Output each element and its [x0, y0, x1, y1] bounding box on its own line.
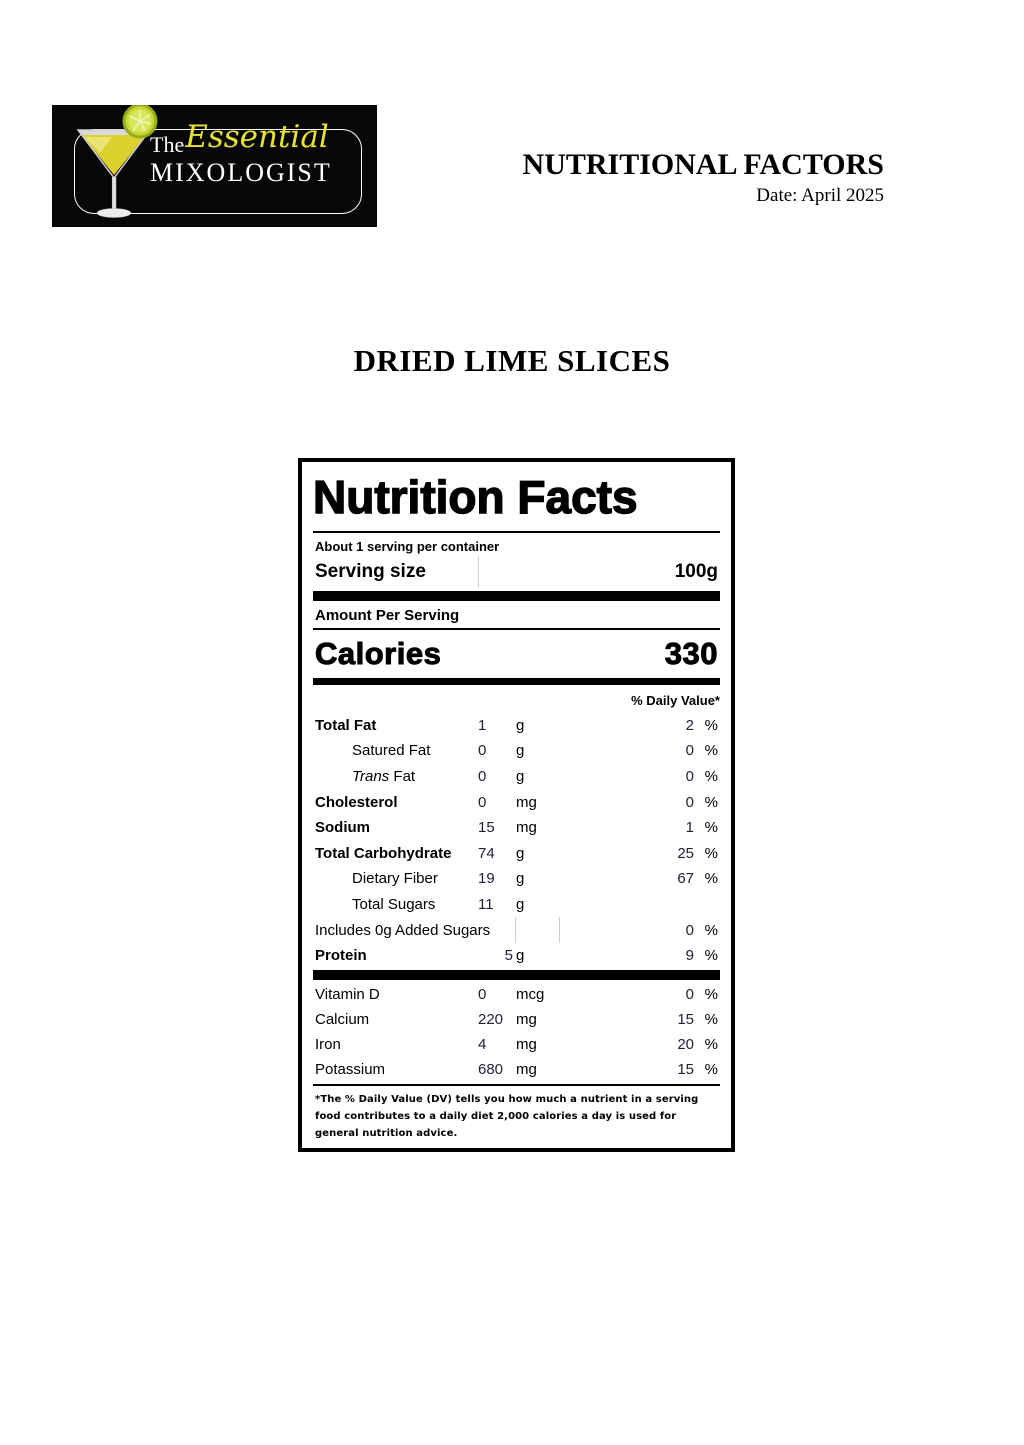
nutrient-daily-value: 20	[677, 1036, 694, 1054]
product-title: DRIED LIME SLICES	[353, 343, 671, 378]
nutrition-row	[313, 1032, 720, 1057]
brand-logo	[52, 105, 377, 227]
percent-sign: %	[704, 742, 718, 760]
nutrient-unit: g	[516, 895, 525, 913]
percent-sign: %	[704, 921, 718, 939]
percent-sign: %	[704, 1011, 718, 1029]
divider-thin	[313, 531, 720, 533]
logo-word-essential: Essential	[185, 119, 329, 155]
nutrient-unit: g	[516, 716, 525, 734]
nutrient-value: 0	[478, 986, 487, 1004]
document-title: NUTRITIONAL FACTORS	[522, 148, 884, 181]
nutrient-daily-value: 67	[677, 870, 694, 888]
nutrition-row	[313, 789, 720, 815]
nutrient-daily-value: 0	[685, 742, 694, 760]
nutrition-row	[313, 892, 720, 918]
nutrient-daily-value: 1	[685, 819, 694, 837]
nutrient-value: 220	[478, 1011, 504, 1029]
nutrient-rows	[313, 713, 720, 969]
nutrition-row	[313, 1057, 720, 1082]
nutrition-facts-label	[298, 458, 735, 1152]
nutrient-unit: g	[516, 947, 525, 965]
divider-bar-thick	[313, 970, 720, 980]
nutrient-unit: g	[516, 742, 525, 760]
nutrient-value: 11	[478, 895, 494, 913]
serving-size-value: 100g	[478, 556, 718, 588]
nutrition-row	[313, 982, 720, 1007]
serving-size-label: Serving size	[315, 560, 426, 582]
nutrient-value: 74	[478, 844, 495, 862]
nutrient-daily-value: 0	[685, 986, 694, 1004]
daily-value-header: % Daily Value*	[631, 692, 720, 708]
nutrient-unit: g	[516, 768, 525, 785]
calories-label: Calories	[315, 635, 442, 671]
nutrient-name: Total Sugars	[352, 895, 436, 913]
nutrient-value: 5	[504, 947, 513, 965]
nutrition-row	[313, 815, 720, 841]
nutrient-name: Total Fat	[315, 716, 377, 734]
nutrient-value: 0	[478, 793, 487, 811]
serving-size-row	[313, 556, 720, 588]
percent-sign: %	[704, 1061, 718, 1079]
nutrient-unit: mg	[516, 819, 537, 837]
percent-sign: %	[704, 986, 718, 1004]
nutrition-row	[313, 866, 720, 892]
percent-sign: %	[704, 819, 718, 837]
nutrient-unit: g	[516, 844, 525, 862]
percent-sign: %	[704, 768, 718, 785]
nutrient-name: Iron	[315, 1036, 341, 1054]
nutrient-unit: mg	[516, 1061, 537, 1079]
nutrient-daily-value: 0	[685, 793, 694, 811]
nutrition-row	[313, 713, 720, 739]
nutrition-row	[313, 1007, 720, 1032]
nutrient-name: Trans Fat	[352, 768, 416, 785]
servings-per-container: About 1 serving per container	[315, 538, 500, 554]
logo-word-mixologist: MIXOLOGIST	[150, 158, 332, 187]
amount-per-serving: Amount Per Serving	[313, 601, 720, 630]
nutrition-facts-title: Nutrition Facts	[313, 471, 638, 523]
vitamin-rows	[313, 982, 720, 1082]
nutrient-name: Includes 0g Added Sugars	[315, 921, 491, 939]
nutrient-name: Sodium	[315, 819, 370, 837]
nutrient-name: Calcium	[315, 1011, 370, 1029]
nutrient-unit: mg	[516, 1011, 537, 1029]
percent-sign: %	[704, 716, 718, 734]
document-date: Date: April 2025	[756, 185, 884, 206]
nutrient-name: Satured Fat	[352, 742, 431, 760]
nutrient-value: 4	[478, 1036, 487, 1054]
nutrient-unit	[516, 917, 560, 943]
nutrient-daily-value: 15	[677, 1061, 694, 1079]
nutrient-value: 19	[478, 870, 495, 888]
nutrient-daily-value: 15	[677, 1011, 694, 1029]
percent-sign: %	[704, 870, 718, 888]
nutrient-unit: mg	[516, 793, 537, 811]
logo-text	[150, 119, 365, 187]
nutrition-row	[313, 917, 720, 943]
document-header	[523, 148, 884, 207]
nutrition-row	[313, 943, 720, 969]
nutrient-daily-value: 25	[677, 844, 694, 862]
nutrient-name: Cholesterol	[315, 793, 398, 811]
divider-bar-thick	[313, 591, 720, 601]
percent-sign: %	[704, 844, 718, 862]
nutrient-daily-value: 2	[685, 716, 694, 734]
nutrient-name: Potassium	[315, 1061, 386, 1079]
nutrient-unit: mcg	[516, 986, 545, 1004]
nutrient-value: 1	[478, 716, 487, 734]
nutrient-name: Vitamin D	[315, 986, 380, 1004]
nutrition-row	[313, 764, 720, 790]
percent-sign: %	[704, 947, 718, 965]
percent-sign: %	[704, 1036, 718, 1054]
nutrient-unit: mg	[516, 1036, 537, 1054]
nutrient-value: 15	[478, 819, 495, 837]
percent-sign: %	[704, 793, 718, 811]
divider-bar-medium	[313, 678, 720, 685]
nutrient-value: 0	[478, 742, 487, 760]
nutrient-name: Dietary Fiber	[352, 870, 438, 888]
calories-value: 330	[664, 635, 718, 671]
nutrient-value: 0	[478, 768, 487, 785]
calories-row	[313, 630, 720, 678]
footnote: *The % Daily Value (DV) tells you how much a nutrient in a serving food contributes to a daily diet 2,000 calories a day is used for general nutrition advice.	[313, 1084, 720, 1142]
nutrient-value	[478, 917, 516, 943]
nutrient-name: Total Carbohydrate	[315, 844, 452, 862]
nutrition-row	[313, 738, 720, 764]
nutrient-value: 680	[478, 1061, 504, 1079]
logo-word-the: The	[150, 132, 185, 157]
nutrient-daily-value: 9	[685, 947, 694, 965]
nutrient-unit: g	[516, 870, 525, 888]
nutrient-daily-value: 0	[685, 768, 694, 785]
nutrient-name: Protein	[315, 947, 367, 965]
nutrient-daily-value: 0	[685, 921, 694, 939]
nutrition-row	[313, 840, 720, 866]
